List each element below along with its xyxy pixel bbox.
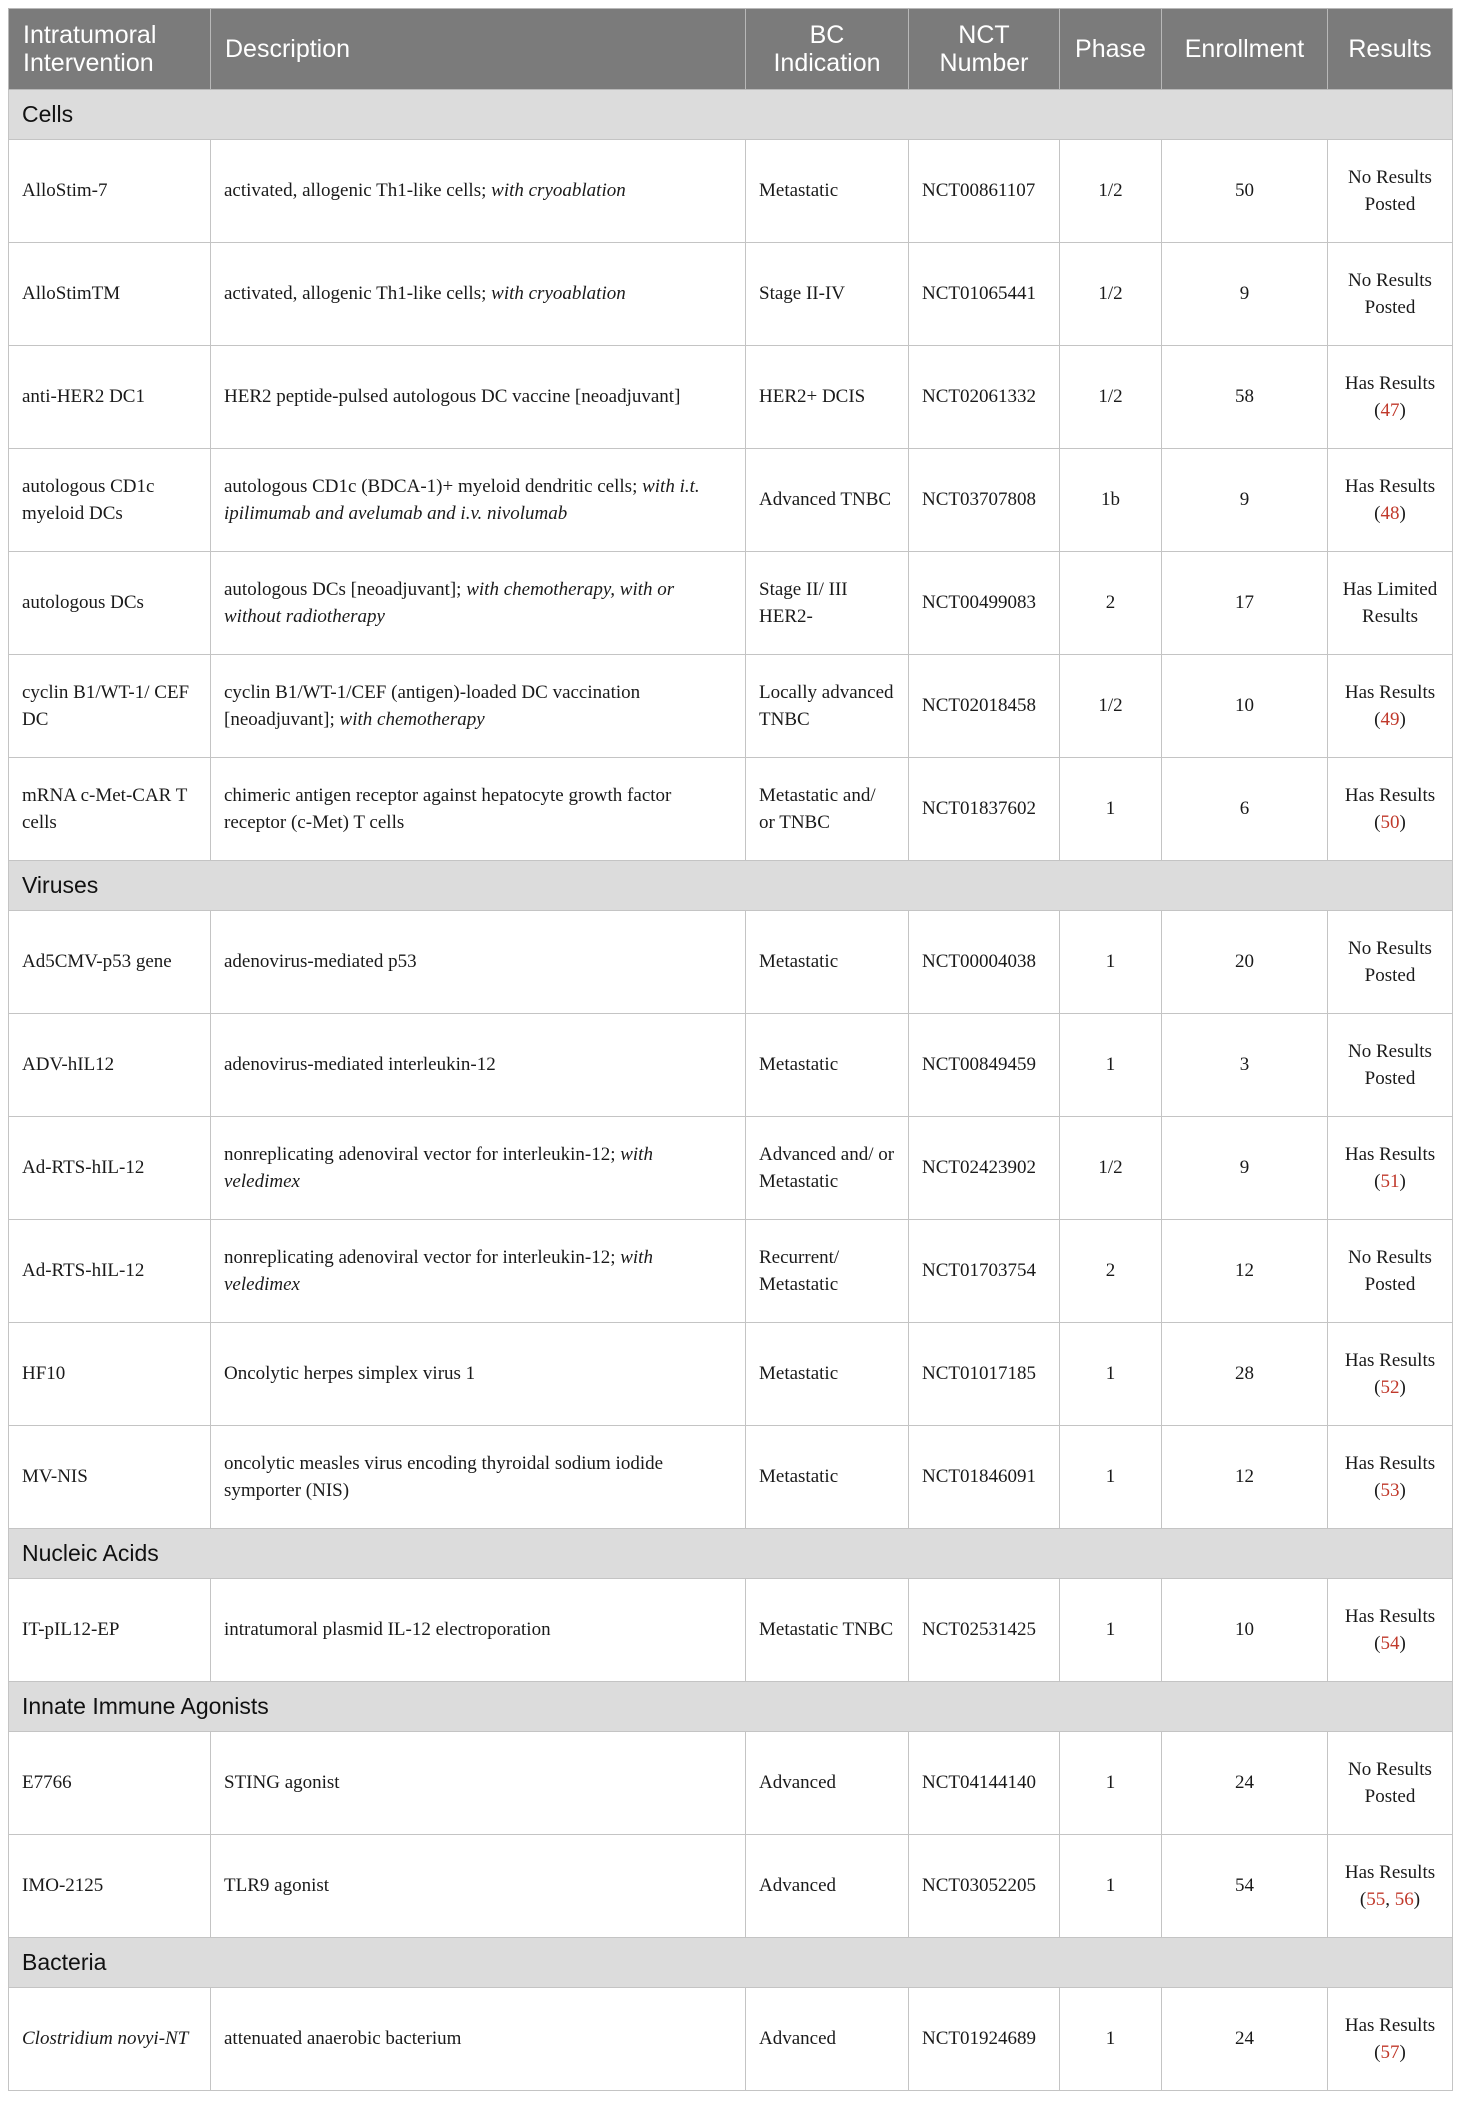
description-text: adenovirus-mediated p53 <box>224 951 417 973</box>
cell-nct-number <box>909 1220 1060 1323</box>
cell-description <box>211 243 746 346</box>
cell-phase <box>1060 1579 1162 1682</box>
cell-indication <box>746 1323 909 1426</box>
phase-value: 1 <box>1105 1363 1116 1385</box>
phase-value: 1 <box>1105 1875 1116 1897</box>
cell-indication <box>746 1220 909 1323</box>
phase-value: 1 <box>1105 1619 1116 1641</box>
results-status: Has Results <box>1344 1861 1436 1883</box>
cell-nct-number <box>909 1732 1060 1835</box>
col-header-results[interactable]: Results <box>1328 9 1453 90</box>
nct-number: NCT01837602 <box>922 798 1036 820</box>
section-label: Innate Immune Agonists <box>9 1682 1453 1732</box>
phase-value: 2 <box>1105 592 1116 614</box>
reference-link[interactable]: 53 <box>1380 1480 1400 1501</box>
reference-link[interactable]: 51 <box>1380 1171 1400 1192</box>
description-text: oncolytic measles virus encoding thyroidal sodium iodide symporter (NIS) <box>224 1452 664 1501</box>
cell-phase <box>1060 655 1162 758</box>
cell-nct-number <box>909 1117 1060 1220</box>
enrollment-value: 9 <box>1239 283 1250 305</box>
cell-description <box>211 1117 746 1220</box>
cell-description <box>211 1579 746 1682</box>
nct-number: NCT02061332 <box>922 386 1036 408</box>
cell-enrollment <box>1162 1323 1328 1426</box>
phase-value: 1/2 <box>1098 695 1123 717</box>
cell-phase <box>1060 243 1162 346</box>
enrollment-value: 28 <box>1235 1363 1254 1385</box>
cell-indication <box>746 1117 909 1220</box>
cell-intervention <box>9 1323 211 1426</box>
cell-results: Has Results (57) <box>1328 1988 1453 2091</box>
cell-description <box>211 552 746 655</box>
intervention-name: Ad5CMV-p53 gene <box>22 951 172 973</box>
cell-indication <box>746 655 909 758</box>
enrollment-value: 9 <box>1239 489 1250 511</box>
cell-phase <box>1060 1426 1162 1529</box>
nct-number: NCT01065441 <box>922 283 1036 305</box>
description-italic: with veledimex <box>224 1143 653 1192</box>
intervention-name: MV-NIS <box>22 1466 88 1488</box>
cell-intervention <box>9 140 211 243</box>
results-status: No Results Posted <box>1348 269 1432 318</box>
intervention-name: IT-pIL12-EP <box>22 1619 120 1641</box>
section-header-innate-immune-agonists <box>9 1682 1453 1732</box>
results-status: No Results Posted <box>1348 166 1432 215</box>
nct-number: NCT00849459 <box>922 1054 1036 1076</box>
intervention-name: AlloStimTM <box>22 283 121 305</box>
nct-number: NCT00861107 <box>922 180 1036 202</box>
description-text: intratumoral plasmid IL-12 electroporation <box>224 1619 551 1641</box>
cell-indication <box>746 1579 909 1682</box>
results-status: No Results Posted <box>1348 1040 1432 1089</box>
cell-phase <box>1060 758 1162 861</box>
cell-enrollment <box>1162 1426 1328 1529</box>
reference-link[interactable]: 57 <box>1380 2042 1400 2063</box>
cell-results <box>1328 140 1453 243</box>
intervention-name: Clostridium novyi-NT <box>22 2028 189 2050</box>
reference-link[interactable]: 47 <box>1380 400 1400 421</box>
cell-nct-number <box>909 140 1060 243</box>
description-text: attenuated anaerobic bacterium <box>224 2028 462 2050</box>
phase-value: 1 <box>1105 951 1116 973</box>
table-row[interactable] <box>9 243 1453 346</box>
enrollment-value: 54 <box>1235 1875 1254 1897</box>
section-label: Bacteria <box>9 1938 1453 1988</box>
cell-results: Has Results (53) <box>1328 1426 1453 1529</box>
section-label: Nucleic Acids <box>9 1529 1453 1579</box>
cell-results <box>1328 1220 1453 1323</box>
cell-intervention <box>9 243 211 346</box>
indication-text: Metastatic <box>759 1054 839 1076</box>
cell-intervention <box>9 449 211 552</box>
cell-results: Has Results (50) <box>1328 758 1453 861</box>
cell-indication <box>746 1835 909 1938</box>
results-status: No Results Posted <box>1348 937 1432 986</box>
cell-description <box>211 1835 746 1938</box>
intervention-name: autologous CD1c myeloid DCs <box>22 475 155 524</box>
results-status: Has Results <box>1344 1605 1436 1627</box>
cell-indication <box>746 1732 909 1835</box>
cell-phase <box>1060 346 1162 449</box>
enrollment-value: 17 <box>1235 592 1254 614</box>
cell-results <box>1328 1732 1453 1835</box>
table-row[interactable] <box>9 758 1453 861</box>
cell-results <box>1328 911 1453 1014</box>
description-text: TLR9 agonist <box>224 1875 330 1897</box>
description-text: Oncolytic herpes simplex virus 1 <box>224 1363 476 1385</box>
cell-enrollment <box>1162 449 1328 552</box>
indication-text: Advanced and/ or Metastatic <box>759 1143 895 1192</box>
indication-text: Metastatic and/ or TNBC <box>759 784 876 833</box>
cell-intervention <box>9 1835 211 1938</box>
cell-indication <box>746 552 909 655</box>
cell-intervention <box>9 655 211 758</box>
intervention-name: Ad-RTS-hIL-12 <box>22 1157 145 1179</box>
cell-description <box>211 655 746 758</box>
indication-text: Metastatic <box>759 180 839 202</box>
enrollment-value: 24 <box>1235 1772 1254 1794</box>
cell-nct-number <box>909 758 1060 861</box>
section-label: Viruses <box>9 861 1453 911</box>
cell-results <box>1328 243 1453 346</box>
cell-description <box>211 1426 746 1529</box>
description-text: cyclin B1/WT-1/CEF (antigen)-loaded DC vaccination [neoadjuvant]; <box>224 681 641 730</box>
cell-enrollment <box>1162 1220 1328 1323</box>
enrollment-value: 12 <box>1235 1260 1254 1282</box>
nct-number: NCT02531425 <box>922 1619 1036 1641</box>
cell-nct-number <box>909 243 1060 346</box>
cell-nct-number <box>909 911 1060 1014</box>
phase-value: 1b <box>1101 489 1120 511</box>
intervention-name: E7766 <box>22 1772 72 1794</box>
col-header-intervention[interactable]: Intratumoral Intervention <box>9 9 211 90</box>
intervention-name: AlloStim-7 <box>22 180 108 202</box>
phase-value: 1 <box>1105 1054 1116 1076</box>
section-header-nucleic-acids <box>9 1529 1453 1579</box>
table-row[interactable] <box>9 1579 1453 1682</box>
cell-intervention <box>9 1732 211 1835</box>
enrollment-value: 20 <box>1235 951 1254 973</box>
cell-enrollment <box>1162 1014 1328 1117</box>
cell-phase <box>1060 1220 1162 1323</box>
reference-link[interactable]: 49 <box>1380 709 1400 730</box>
cell-enrollment <box>1162 758 1328 861</box>
cell-results: Has Results (51) <box>1328 1117 1453 1220</box>
table-row[interactable] <box>9 140 1453 243</box>
cell-results: Has Results (55, 56) <box>1328 1835 1453 1938</box>
description-text: nonreplicating adenoviral vector for interleukin-12; <box>224 1246 621 1268</box>
cell-phase <box>1060 1014 1162 1117</box>
nct-number: NCT01703754 <box>922 1260 1036 1282</box>
cell-intervention <box>9 1117 211 1220</box>
col-header-phase[interactable]: Phase <box>1060 9 1162 90</box>
nct-number: NCT02423902 <box>922 1157 1036 1179</box>
description-italic: with chemotherapy <box>339 709 485 730</box>
description-text: nonreplicating adenoviral vector for interleukin-12; <box>224 1143 621 1165</box>
cell-phase <box>1060 1732 1162 1835</box>
cell-indication <box>746 140 909 243</box>
results-status: Has Results <box>1344 2014 1436 2036</box>
intervention-name: ADV-hIL12 <box>22 1054 115 1076</box>
cell-intervention <box>9 1426 211 1529</box>
cell-indication <box>746 243 909 346</box>
cell-results <box>1328 552 1453 655</box>
description-text: HER2 peptide-pulsed autologous DC vaccine [neoadjuvant] <box>224 386 681 408</box>
intervention-name: mRNA c-Met-CAR T cells <box>22 784 188 833</box>
cell-nct-number <box>909 1426 1060 1529</box>
cell-results <box>1328 1014 1453 1117</box>
phase-value: 1 <box>1105 2028 1116 2050</box>
cell-indication <box>746 1988 909 2091</box>
cell-intervention <box>9 1579 211 1682</box>
cell-description <box>211 346 746 449</box>
phase-value: 1/2 <box>1098 283 1123 305</box>
section-label: Cells <box>9 90 1453 140</box>
cell-enrollment <box>1162 911 1328 1014</box>
indication-text: Stage II/ III HER2- <box>759 578 848 627</box>
nct-number: NCT04144140 <box>922 1772 1036 1794</box>
table-container <box>8 8 1452 2091</box>
cell-intervention <box>9 1014 211 1117</box>
cell-enrollment <box>1162 1732 1328 1835</box>
cell-enrollment <box>1162 655 1328 758</box>
cell-intervention <box>9 346 211 449</box>
table-row[interactable] <box>9 1988 1453 2091</box>
phase-value: 1 <box>1105 1466 1116 1488</box>
cell-enrollment <box>1162 243 1328 346</box>
table-body <box>9 90 1453 2091</box>
indication-text: Stage II-IV <box>759 283 845 305</box>
clinical-trials-table <box>8 8 1453 2091</box>
cell-nct-number <box>909 1579 1060 1682</box>
intervention-name: IMO-2125 <box>22 1875 104 1897</box>
indication-text: HER2+ DCIS <box>759 386 866 408</box>
table-row[interactable] <box>9 1732 1453 1835</box>
cell-enrollment <box>1162 1988 1328 2091</box>
results-status: Has Results <box>1344 1349 1436 1371</box>
reference-link[interactable]: 55 <box>1366 1889 1386 1910</box>
table-row[interactable] <box>9 552 1453 655</box>
cell-phase <box>1060 552 1162 655</box>
reference-link[interactable]: 52 <box>1380 1377 1400 1398</box>
results-status: No Results Posted <box>1348 1758 1432 1807</box>
enrollment-value: 10 <box>1235 1619 1254 1641</box>
cell-results: Has Results (48) <box>1328 449 1453 552</box>
table-row[interactable] <box>9 911 1453 1014</box>
table-row[interactable] <box>9 1835 1453 1938</box>
description-italic: with cryoablation <box>491 180 626 202</box>
table-header <box>9 9 1453 90</box>
cell-indication <box>746 911 909 1014</box>
phase-value: 1 <box>1105 1772 1116 1794</box>
cell-nct-number <box>909 552 1060 655</box>
indication-text: Advanced <box>759 2028 837 2050</box>
cell-results: Has Results (47) <box>1328 346 1453 449</box>
description-text: adenovirus-mediated interleukin-12 <box>224 1054 496 1076</box>
description-text: autologous CD1c (BDCA-1)+ myeloid dendritic cells; <box>224 475 643 497</box>
cell-description <box>211 758 746 861</box>
cell-indication <box>746 346 909 449</box>
cell-phase <box>1060 1988 1162 2091</box>
nct-number: NCT01846091 <box>922 1466 1036 1488</box>
cell-phase <box>1060 449 1162 552</box>
results-status: Has Results <box>1344 1143 1436 1165</box>
intervention-name: Ad-RTS-hIL-12 <box>22 1260 145 1282</box>
cell-description <box>211 1988 746 2091</box>
cell-description <box>211 911 746 1014</box>
reference-link[interactable]: 50 <box>1380 812 1400 833</box>
cell-phase <box>1060 911 1162 1014</box>
description-italic: with veledimex <box>224 1246 653 1295</box>
nct-number: NCT03707808 <box>922 489 1036 511</box>
indication-text: Advanced <box>759 1772 837 1794</box>
nct-number: NCT01017185 <box>922 1363 1036 1385</box>
enrollment-value: 50 <box>1235 180 1254 202</box>
cell-nct-number <box>909 1323 1060 1426</box>
col-header-nct[interactable]: NCT Number <box>909 9 1060 90</box>
cell-intervention <box>9 758 211 861</box>
cell-indication <box>746 449 909 552</box>
enrollment-value: 58 <box>1235 386 1254 408</box>
description-text: autologous DCs [neoadjuvant]; <box>224 578 467 600</box>
table-row[interactable] <box>9 1014 1453 1117</box>
section-header-viruses <box>9 861 1453 911</box>
description-italic: with cryoablation <box>491 283 626 305</box>
cell-nct-number <box>909 655 1060 758</box>
results-status: No Results Posted <box>1348 1246 1432 1295</box>
intervention-name: anti-HER2 DC1 <box>22 386 145 408</box>
phase-value: 2 <box>1105 1260 1116 1282</box>
nct-number: NCT00499083 <box>922 592 1036 614</box>
results-status: Has Results <box>1344 1452 1436 1474</box>
indication-text: Metastatic TNBC <box>759 1619 894 1641</box>
intervention-name: HF10 <box>22 1363 66 1385</box>
reference-link[interactable]: 54 <box>1380 1633 1400 1654</box>
phase-value: 1/2 <box>1098 1157 1123 1179</box>
section-header-bacteria <box>9 1938 1453 1988</box>
cell-enrollment <box>1162 1579 1328 1682</box>
indication-text: Locally advanced TNBC <box>759 681 894 730</box>
cell-intervention <box>9 552 211 655</box>
cell-phase <box>1060 1835 1162 1938</box>
table-row[interactable] <box>9 1426 1453 1529</box>
cell-enrollment <box>1162 1117 1328 1220</box>
cell-enrollment <box>1162 1835 1328 1938</box>
results-status: Has Results <box>1344 784 1436 806</box>
phase-value: 1/2 <box>1098 386 1123 408</box>
cell-description <box>211 1220 746 1323</box>
cell-description <box>211 449 746 552</box>
nct-number: NCT00004038 <box>922 951 1036 973</box>
enrollment-value: 3 <box>1239 1054 1250 1076</box>
indication-text: Metastatic <box>759 1363 839 1385</box>
results-status: Has Results <box>1344 372 1436 394</box>
enrollment-value: 6 <box>1239 798 1250 820</box>
cell-nct-number <box>909 1835 1060 1938</box>
col-header-enrollment[interactable]: Enrollment <box>1162 9 1328 90</box>
results-status: Has Results <box>1344 475 1436 497</box>
reference-link[interactable]: 48 <box>1380 503 1400 524</box>
cell-phase <box>1060 1117 1162 1220</box>
table-row[interactable] <box>9 1323 1453 1426</box>
phase-value: 1/2 <box>1098 180 1123 202</box>
enrollment-value: 10 <box>1235 695 1254 717</box>
cell-description <box>211 140 746 243</box>
cell-results: Has Results (49) <box>1328 655 1453 758</box>
cell-description <box>211 1732 746 1835</box>
phase-value: 1 <box>1105 798 1116 820</box>
results-status: Has Limited Results <box>1342 578 1438 627</box>
indication-text: Metastatic <box>759 1466 839 1488</box>
indication-text: Advanced <box>759 1875 837 1897</box>
indication-text: Recurrent/ Metastatic <box>759 1246 840 1295</box>
col-header-description[interactable]: Description <box>211 9 746 90</box>
description-text: chimeric antigen receptor against hepatocyte growth factor receptor (c-Met) T cells <box>224 784 672 833</box>
cell-description <box>211 1014 746 1117</box>
cell-phase <box>1060 1323 1162 1426</box>
cell-results: Has Results (52) <box>1328 1323 1453 1426</box>
description-text: STING agonist <box>224 1772 340 1794</box>
table-row[interactable] <box>9 449 1453 552</box>
cell-nct-number <box>909 1014 1060 1117</box>
enrollment-value: 9 <box>1239 1157 1250 1179</box>
col-header-indication[interactable]: BC Indication <box>746 9 909 90</box>
cell-enrollment <box>1162 140 1328 243</box>
description-italic: with i.t. ipilimumab and avelumab and i.v. nivolumab <box>224 475 700 524</box>
nct-number: NCT03052205 <box>922 1875 1036 1897</box>
cell-indication <box>746 758 909 861</box>
intervention-name: autologous DCs <box>22 592 144 614</box>
nct-number: NCT01924689 <box>922 2028 1036 2050</box>
cell-nct-number <box>909 1988 1060 2091</box>
description-italic: with chemotherapy, with or without radiotherapy <box>224 578 675 627</box>
cell-enrollment <box>1162 552 1328 655</box>
nct-number: NCT02018458 <box>922 695 1036 717</box>
enrollment-value: 24 <box>1235 2028 1254 2050</box>
description-text: activated, allogenic Th1-like cells; <box>224 180 492 202</box>
description-text: activated, allogenic Th1-like cells; <box>224 283 492 305</box>
cell-indication <box>746 1426 909 1529</box>
cell-enrollment <box>1162 346 1328 449</box>
table-row[interactable] <box>9 1220 1453 1323</box>
cell-results: Has Results (54) <box>1328 1579 1453 1682</box>
intervention-name: cyclin B1/WT-1/ CEF DC <box>22 681 190 730</box>
cell-intervention <box>9 1988 211 2091</box>
cell-description <box>211 1323 746 1426</box>
enrollment-value: 12 <box>1235 1466 1254 1488</box>
cell-phase <box>1060 140 1162 243</box>
cell-intervention <box>9 1220 211 1323</box>
cell-nct-number <box>909 346 1060 449</box>
results-status: Has Results <box>1344 681 1436 703</box>
table-row[interactable] <box>9 655 1453 758</box>
table-row[interactable] <box>9 1117 1453 1220</box>
table-row[interactable] <box>9 346 1453 449</box>
cell-intervention <box>9 911 211 1014</box>
cell-indication <box>746 1014 909 1117</box>
cell-nct-number <box>909 449 1060 552</box>
indication-text: Advanced TNBC <box>759 489 892 511</box>
section-header-cells <box>9 90 1453 140</box>
reference-link[interactable]: 56 <box>1394 1889 1414 1910</box>
indication-text: Metastatic <box>759 951 839 973</box>
